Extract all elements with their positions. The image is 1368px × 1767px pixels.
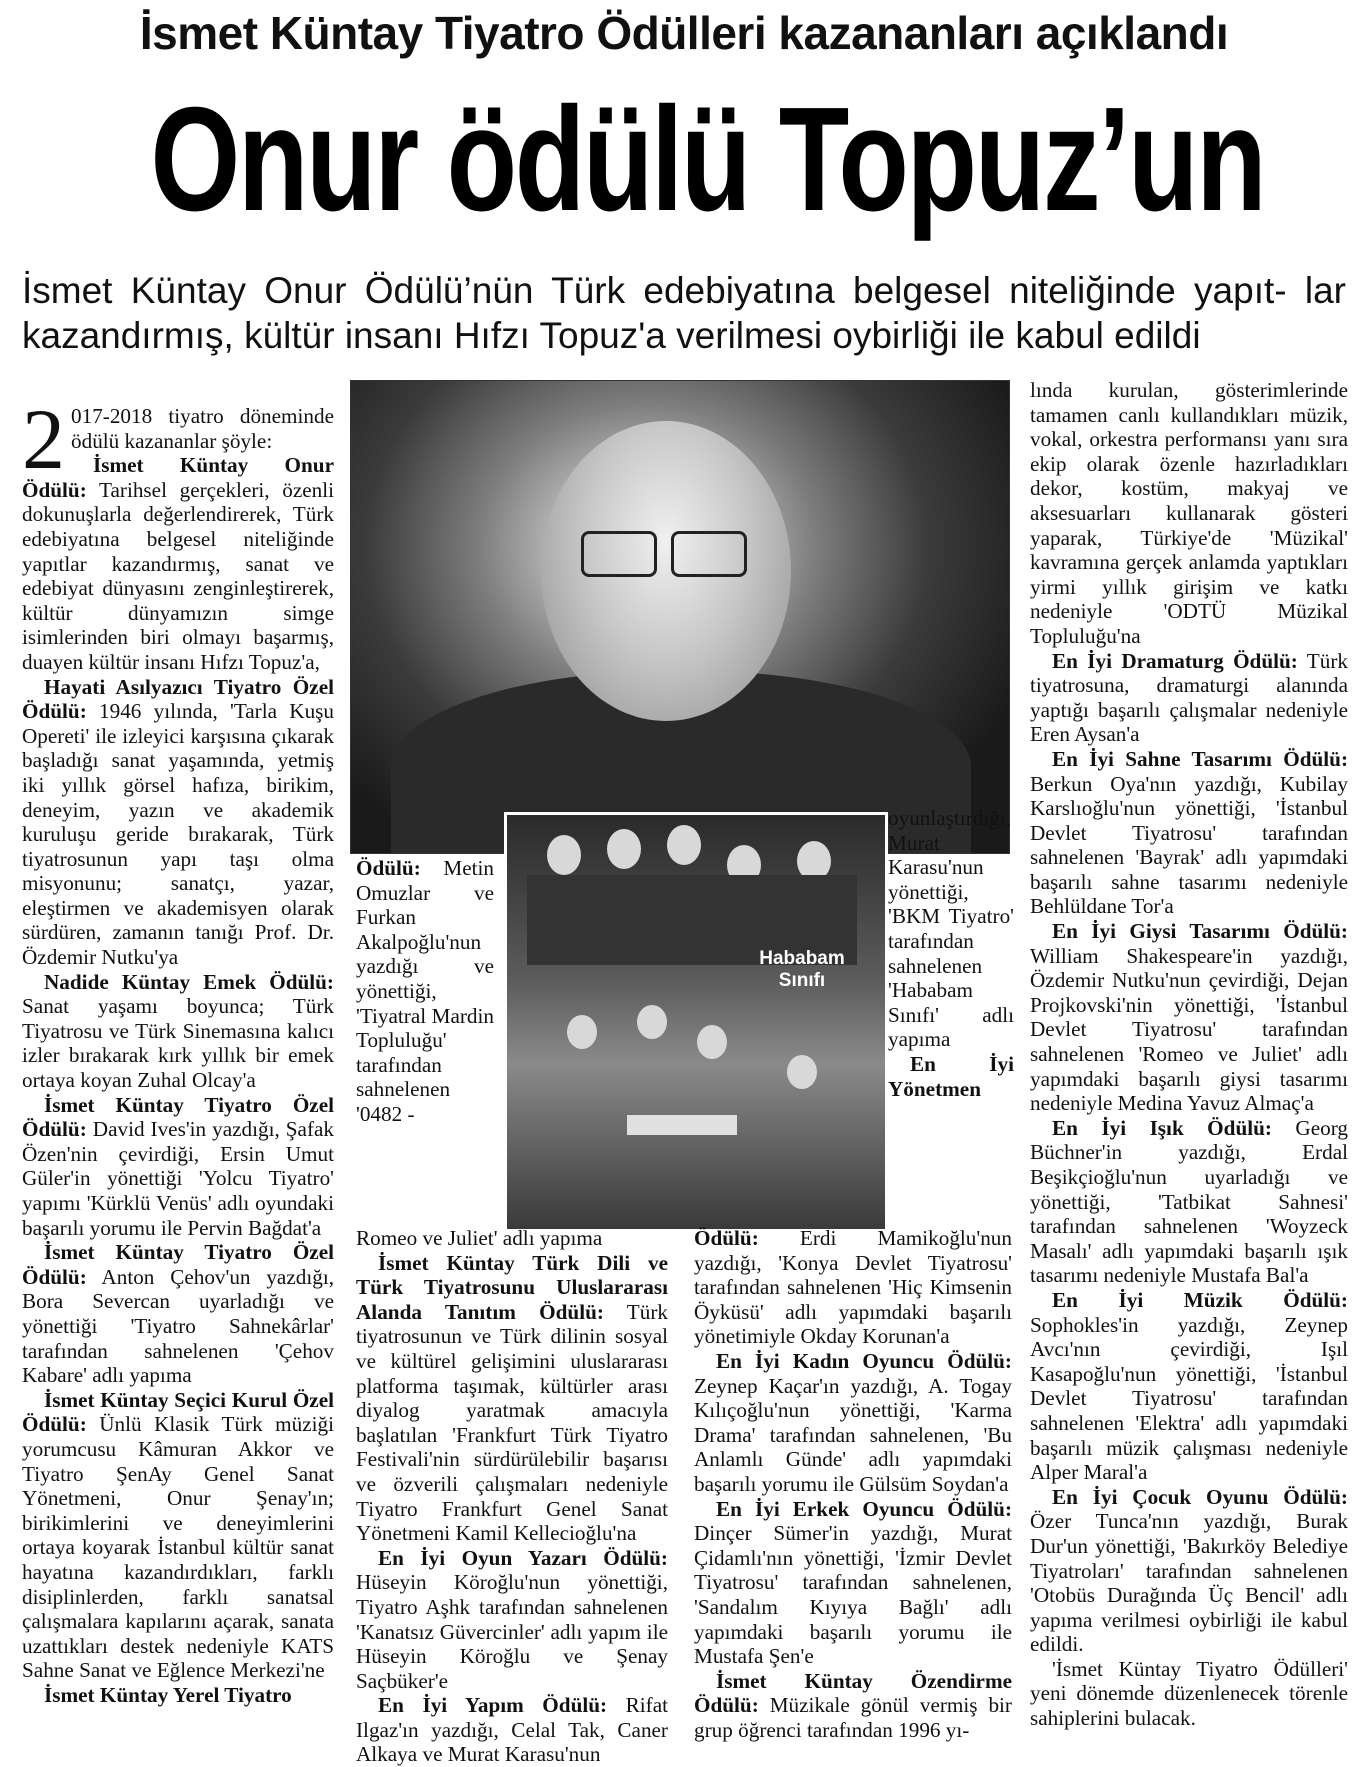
award-text: lında kurulan, gösterimlerinde tamamen canlı kullandıkları müzik, vokal, orkestra performansı yanı sıra ekip olarak özenle hazırladıkları dekor, kostüm, makyaj ve aksesuarları kullanarak gösteri yaparak, Türkiye'de 'Müzikal' kavramına gerçek anlamda yaptıkları yirmi yıllık girişim ve katkı nedeniyle 'ODTÜ Müzikal Topluluğu'na [1030, 378, 1348, 648]
column-1 [22, 391, 334, 1707]
award-text: Sophokles'in yazdığı, Zeynep Avcı'nın çevirdiği, Işıl Kasapoğlu'nun yönettiği, 'İstanbul Devlet Tiyatrosu' tarafından sahnelenen 'Elektra' adlı yapımdaki başarılı müzik çalışması nedeniyle Alper Maral'a [1030, 1312, 1348, 1485]
column-2b [356, 1226, 668, 1767]
award-heading: Nadide Küntay Emek Ödülü: [44, 969, 334, 994]
award-heading: Hayati Asılyazıcı Tiyatro Özel Ödülü: [22, 674, 334, 724]
column-2a [356, 856, 494, 1127]
award-text: Dinçer Sümer'in yazdığı, Murat Çidamlı'nın yönettiği, 'İzmir Devlet Tiyatrosu' tarafından sahnelenen, 'Sandalım Kıyıya Bağlı' adlı yapımdaki başarılı yorumu ile Mustafa Şen'e [694, 1521, 1012, 1669]
award-heading: En İyi Çocuk Oyunu Ödülü: [1052, 1484, 1348, 1509]
award-text: Zeynep Kaçar'ın yazdığı, A. Togay Kılıçoğlu'nun yönettiği, 'Karma Drama' tarafından sahnelenen, 'Bu Anlamlı Günde' adlı yapımdaki başarılı yorumu ile Gülsüm Soydan'a [694, 1373, 1012, 1496]
award-text: Metin Omuzlar ve Furkan Akalpoğlu'nun yazdığı ve yönettiği, 'Tiyatral Mardin Topluluğu' tarafından sahnelenen '0482 - [356, 856, 494, 1126]
award-heading: En İyi Giysi Tasarımı Ödülü: [1052, 919, 1348, 944]
main-headline: Onur ödülü Topuz’un [150, 77, 1265, 242]
column-3a [888, 806, 1014, 1101]
award-text: Özer Tunca'nın yazdığı, Burak Dur'un yönettiği, 'Bakırköy Belediye Tiyatroları' tarafından sahnelenen 'Otobüs Durağında Üç Bencil' adlı yapıma verilmesi oybirliği ile kabul edildi. [1030, 1509, 1348, 1657]
award-heading: İsmet Küntay Yerel Tiyatro [44, 1682, 292, 1707]
award-text: 1946 yılında, 'Tarla Kuşu Opereti' ile izleyici karşısına çıkarak başladığı sanat yaşamında, yetmiş iki yıllık görsel hafıza, birikim, deneyim, yazın ve akademik kuruluşu geride bırakarak, Türk tiyatrosunun yapı taşı olma misyonunu; sanatçı, yazar, eleştirmen ve akademisyen olarak sürdüren, zamanın tanığı Prof. Dr. Özdemir Nutku'ya [22, 699, 334, 970]
deck-subheadline: İsmet Küntay Onur Ödülü’nün Türk edebiyatına belgesel niteliğinde yapıt- lar kazandırmış, kültür insanı Hıfzı Topuz'a verilmesi oybirliği ile kabul edildi [22, 270, 1346, 356]
award-heading: En İyi Sahne Tasarımı Ödülü: [1052, 746, 1348, 771]
award-text: Müzikale gönül vermiş bir grup öğrenci tarafından 1996 yı- [694, 1693, 1012, 1742]
award-heading: En İyi Yapım Ödülü: [378, 1693, 608, 1718]
award-heading: İsmet Küntay Onur Ödülü: [22, 453, 334, 502]
award-heading: En İyi Kadın Oyuncu Ödülü: [716, 1348, 1012, 1373]
award-text: Sanat yaşamı boyunca; Türk Tiyatrosu ve Türk Sinemasına kalıcı izler bırakarak kırk yıllık bir emek ortaya koyan Zuhal Olcay'a [22, 994, 334, 1093]
award-heading: Ödülü: [694, 1226, 759, 1250]
column-4 [1030, 378, 1348, 1731]
award-text: Rifat Ilgaz'ın yazdığı, Celal Tak, Caner Alkaya ve Murat Karasu'nun [356, 1693, 668, 1767]
award-text: David Ives'in yazdığı, Şafak Özen'nin çevirdiği, Ersin Umut Güler'in yönettiği 'Yolcu Tiyatro' yapımı 'Kürklü Venüs' adlı oyundaki başarılı yorumu ile Pervin Bağdat'a [22, 1117, 334, 1240]
award-text: Türk tiyatrosunun ve Türk dilinin sosyal ve kültürel gelişimini uluslararası platforma taşımak, kültürler arası diyalog yaratmak amacıyla başlatılan 'Frankfurt Türk Tiyatro Festivali'nin sürdürülebilir başarısı ve özverili çalışmaları nedeniyle Tiyatro Frankfurt Genel Sanat Yönetmeni Kamil Kellecioğlu'na [356, 1299, 668, 1546]
closing-note: 'İsmet Küntay Tiyatro Ödülleri' yeni dönemde düzenlenecek törenle sahiplerini bulacak. [1030, 1656, 1348, 1731]
portrait-photo [350, 380, 1010, 854]
award-text: Romeo ve Juliet' adlı yapıma [356, 1226, 603, 1250]
intro-text: 017-2018 tiyatro döneminde ödülü kazananlar şöyle: [71, 404, 334, 453]
award-heading: Ödülü: [356, 856, 421, 880]
award-text: Erdi Mamikoğlu'nun yazdığı, 'Konya Devlet Tiyatrosu' tarafından sahnelenen 'Hiç Kimsenin Öyküsü' adlı yapımdaki başarılı yönetimiyle Okday Korunan'a [694, 1226, 1012, 1349]
award-text: Tarihsel gerçekleri, özenli dokunuşlarla değerlendirerek, Türk edebiyatına belgesel niteliğinde yapıtlar kazandırmış, sanat ve edebiyat dünyasını zenginleştirerek, kültür dünyamızın simge isimlerinden biri olmayı başarmış, duayen kültür insanı Hıfzı Topuz'a, [22, 477, 334, 674]
award-heading: En İyi Dramaturg Ödülü: [1052, 648, 1298, 673]
award-heading: En İyi Yönetmen [888, 1051, 1014, 1101]
kicker-headline: İsmet Küntay Tiyatro Ödülleri kazananları açıklandı [139, 7, 1229, 59]
award-text: Ünlü Klasik Türk müziği yorumcusu Kâmuran Akkor ve Tiyatro ŞenAy Genel Sanat Yönetmeni, Onur Şenay'ın; birikimlerini ve deneyimlerini ortaya koyarak İstanbul kültür sanat hayatına kazandırdıkları, farklı disiplinlerden, farklı sanatsal çalışmalara kapılarını açarak, sanata uzattıkları destek nedeniyle KATS Sahne Sanat ve Eğlence Merkezi'ne [22, 1412, 334, 1683]
award-text: Hüseyin Köroğlu'nun yönettiği, Tiyatro Aşhk tarafından sahnelenen 'Kanatsız Güvercinler' adlı yapım ile Hüseyin Köroğlu ve Şenay Saçbüker'e [356, 1570, 668, 1693]
award-text: Berkun Oya'nın yazdığı, Kubilay Karslıoğlu'nun yönettiği, 'İstanbul Devlet Tiyatrosu' tarafından sahnelenen 'Bayrak' adlı yapımdaki başarılı sahne tasarımı nedeniyle Behlüldane Tor'a [1030, 771, 1348, 919]
award-heading: İsmet Küntay Tiyatro Özel Ödülü: [22, 1240, 334, 1289]
award-heading: En İyi Erkek Oyuncu Ödülü: [716, 1496, 1012, 1521]
award-text: oyunlaştırdığı, Murat Karasu'nun yönettiği, 'BKM Tiyatro' tarafından sahnelenen 'Hababam Sınıfı' adlı yapıma [888, 806, 1014, 1052]
award-heading: İsmet Küntay Tiyatro Özel Ödülü: [22, 1092, 334, 1142]
award-text: William Shakespeare'in yazdığı, Özdemir Nutku'nun çevirdiği, Dejan Projkovski'nin yönettiği, 'İstanbul Devlet Tiyatrosu' tarafından sahnelenen 'Romeo ve Juliet' adlı yapımdaki başarılı giysi tasarımı nedeniyle Medina Yavuz Almaç'a [1030, 943, 1348, 1116]
award-heading: En İyi Işık Ödülü: [1052, 1115, 1272, 1140]
award-heading: En İyi Oyun Yazarı Ödülü: [378, 1545, 668, 1570]
award-heading: İsmet Küntay Seçici Kurul Özel Ödülü: [22, 1387, 334, 1437]
dropcap: 2 [22, 391, 65, 487]
award-heading: İsmet Küntay Özendirme Ödülü: [694, 1668, 1012, 1718]
column-3b [694, 1226, 1012, 1742]
award-text: Georg Büchner'in yazdığı, Erdal Beşikçioğlu'nun uyarladığı ve yönettiği, 'Tatbikat Sahnesi' tarafından sahnelenen 'Woyzeck Masalı' adlı yapımdaki başarılı ışık tasarımı nedeniyle Mustafa Bal'a [1030, 1115, 1348, 1288]
award-heading: İsmet Küntay Türk Dili ve Türk Tiyatrosunu Uluslararası Alanda Tanıtım Ödülü: [356, 1250, 668, 1324]
award-text: Anton Çehov'un yazdığı, Bora Severcan uyarladığı ve yönettiği 'Tiyatro Sahnekârlar' tarafından sahnelenen 'Çehov Kabare' adlı yapıma [22, 1264, 334, 1388]
award-heading: En İyi Müzik Ödülü: [1052, 1287, 1348, 1312]
award-text: Türk tiyatrosuna, dramaturgi alanında yaptığı başarılı çalışmalar nedeniyle Eren Aysan'a [1030, 648, 1348, 747]
photo-caption: Hababam Sınıfı [759, 948, 845, 991]
stage-photo [504, 812, 888, 1232]
